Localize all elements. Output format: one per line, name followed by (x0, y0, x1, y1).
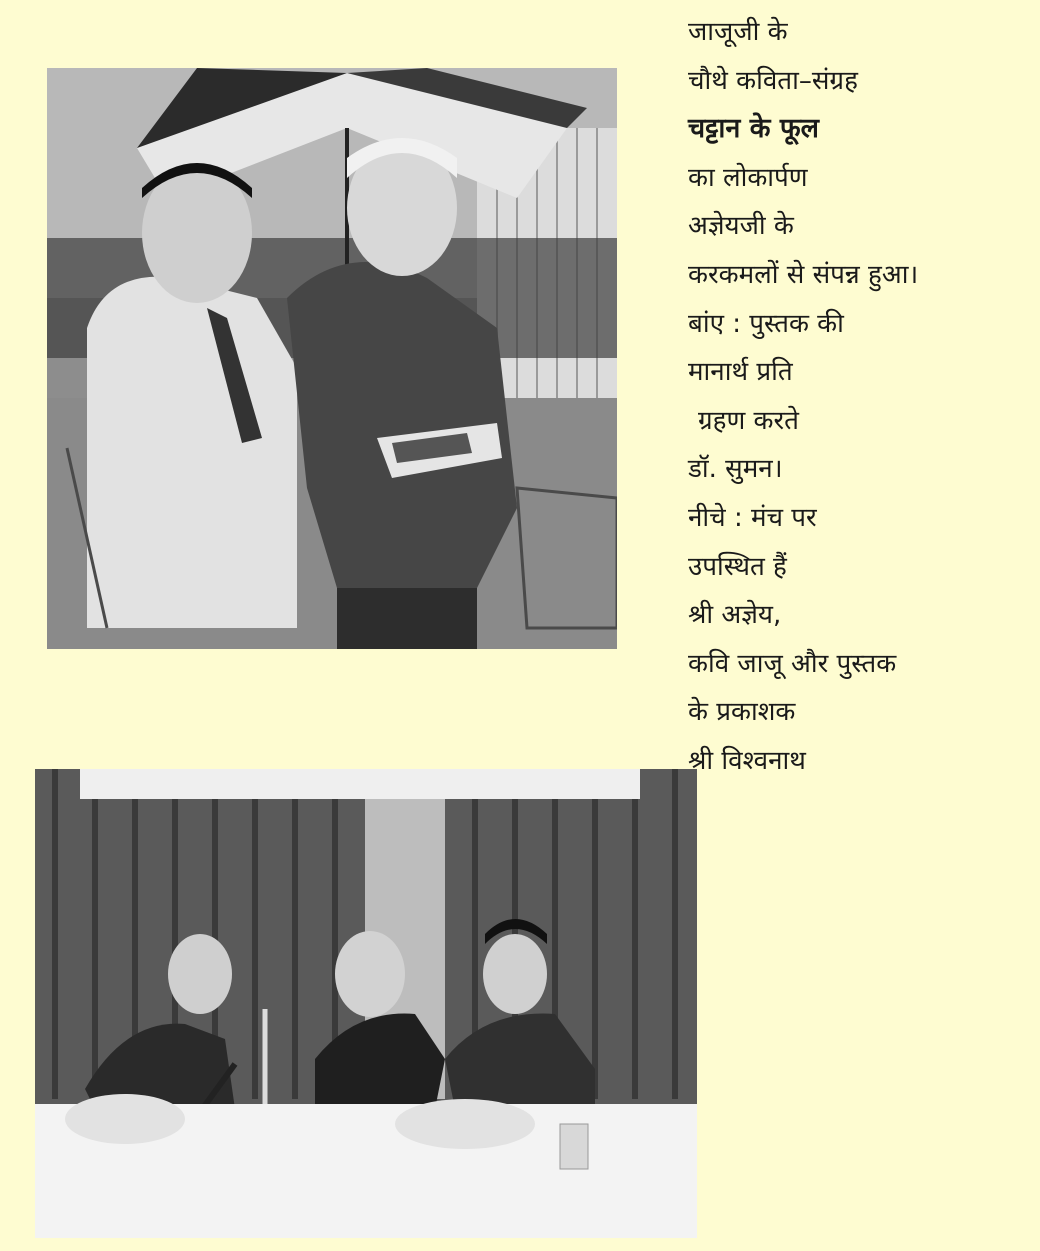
caption-line: चौथे कविता–संग्रह (688, 65, 858, 96)
caption-line: ग्रहण करते (698, 405, 799, 436)
caption-line: मानार्थ प्रति (688, 357, 793, 388)
photo-book-handover (47, 68, 617, 649)
caption-line: करकमलों से संपन्न हुआ। (688, 259, 919, 290)
caption-line: नीचे : मंच पर (688, 502, 817, 533)
caption-line: अज्ञेयजी के (688, 211, 794, 242)
caption-line: डॉ. सुमन। (688, 454, 783, 485)
photo-caption (688, 8, 1028, 786)
caption-line: कवि जाजू और पुस्तक (688, 648, 897, 679)
caption-line: श्री विश्वनाथ (688, 745, 806, 776)
caption-line: बांए : पुस्तक की (688, 308, 844, 339)
caption-line: श्री अज्ञेय, (688, 600, 782, 631)
photo-stage-event (35, 769, 697, 1238)
caption-line: उपस्थित हैं (688, 551, 787, 582)
book-title: चट्टान के फूल (688, 113, 819, 145)
caption-line: का लोकार्पण (688, 162, 808, 193)
caption-line: के प्रकाशक (688, 697, 796, 728)
caption-line: जाजूजी के (688, 17, 788, 47)
